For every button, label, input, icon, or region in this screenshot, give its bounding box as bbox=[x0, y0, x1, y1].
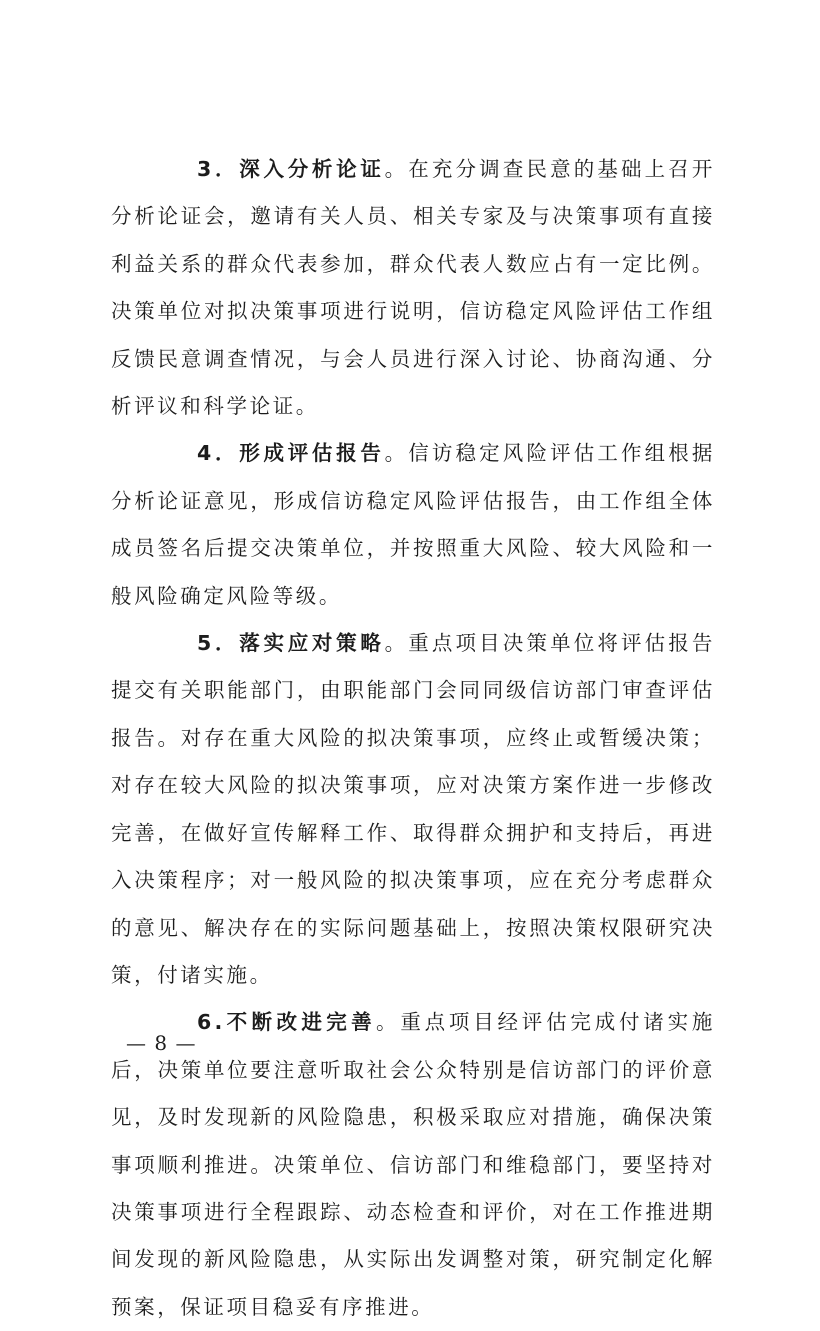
paragraph-text: 。在充分调查民意的基础上召开分析论证会，邀请有关人员、相关专家及与决策事项有直接利益关系的群众代表参加，群众代表人数应占有一定比例。决策单位对拟决策事项进行说明，信访稳定风险评估工作组反馈民意调查情况，与会人员进行深入讨论、协商沟通、分析评议和科学论证。 bbox=[111, 157, 715, 419]
page-number: — 8 — bbox=[126, 1031, 197, 1055]
paragraph-heading: 5．落实应对策略 bbox=[197, 631, 385, 656]
paragraph-heading: 4．形成评估报告 bbox=[197, 441, 385, 466]
paragraph-text: 。信访稳定风险评估工作组根据分析论证意见，形成信访稳定风险评估报告，由工作组全体成员签名后提交决策单位，并按照重大风险、较大风险和一般风险确定风险等级。 bbox=[111, 441, 715, 608]
paragraph-report bbox=[111, 430, 715, 620]
document-body bbox=[111, 146, 715, 1331]
paragraph-strategy bbox=[111, 620, 715, 999]
paragraph-improvement bbox=[111, 999, 715, 1331]
paragraph-heading: 6.不断改进完善 bbox=[197, 1010, 377, 1035]
paragraph-analysis bbox=[111, 146, 715, 430]
paragraph-text: 。重点项目决策单位将评估报告提交有关职能部门，由职能部门会同同级信访部门审查评估报告。对存在重大风险的拟决策事项，应终止或暂缓决策；对存在较大风险的拟决策事项，应对决策方案作进一步修改完善，在做好宣传解释工作、取得群众拥护和支持后，再进入决策程序；对一般风险的拟决策事项，应在充分考虑群众的意见、解决存在的实际问题基础上，按照决策权限研究决策，付诸实施。 bbox=[111, 631, 715, 987]
paragraph-text: 。重点项目经评估完成付诸实施后，决策单位要注意听取社会公众特别是信访部门的评价意见，及时发现新的风险隐患，积极采取应对措施，确保决策事项顺利推进。决策单位、信访部门和维稳部门，要坚持对决策事项进行全程跟踪、动态检查和评价，对在工作推进期间发现的新风险隐患，从实际出发调整对策，研究制定化解预案，保证项目稳妥有序推进。 bbox=[111, 1010, 715, 1319]
paragraph-heading: 3．深入分析论证 bbox=[197, 157, 385, 181]
